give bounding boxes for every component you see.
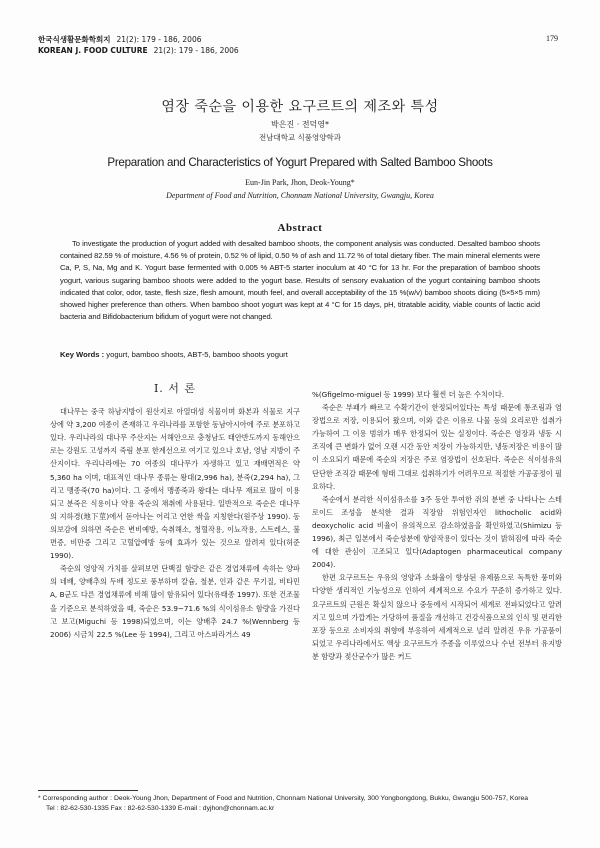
title-english: Preparation and Characteristics of Yogurt Prepared with Salted Bamboo Shoots bbox=[107, 156, 493, 169]
journal-name-en: KOREAN J. FOOD CULTURE bbox=[38, 46, 148, 55]
paragraph: 죽순에서 분리한 식이섬유소를 3주 동안 투여한 쥐의 분변 중 나타나는 스테로이드 조성을 분석한 결과 직장암 위험인자인 lithocholic acid와 deoxycholic acid 비율이 유의적으로 감소하였음을 확인하였고(Shimizu 등 1996), 최근 일본에서 죽순성분에 항암작용이 있다는 것이 밝혀짐에 따라 죽순에 대한 관심이 고조되고 있다(Adaptogen pharmaceutical company 2004). bbox=[312, 494, 562, 570]
footnote-divider bbox=[38, 790, 138, 791]
journal-name-kr: 한국식생활문화학회지 bbox=[38, 35, 111, 44]
footnote-corresponding-author: * Corresponding author : Deok-Young Jhon, Department of Food and Nutrition, Chonnam National University, 300 Yongbongdong, Bukku, Gwangju 500-757, Korea bbox=[38, 795, 529, 802]
keywords bbox=[60, 350, 540, 359]
affiliation-korean: 전남대학교 식품영양학과 bbox=[258, 133, 342, 142]
affiliation-english: Department of Food and Nutrition, Chonnam National University, Gwangju, Korea bbox=[166, 191, 434, 200]
citation-en: 21(2): 179 - 186, 2006 bbox=[153, 46, 239, 55]
left-column bbox=[50, 372, 300, 641]
title-korean: 염장 죽순을 이용한 요구르트의 제조와 특성 bbox=[161, 99, 439, 115]
paragraph: 죽순의 영양적 가치를 살펴보면 단백질 함량은 같은 경엽채류에 속하는 양파의 네배, 양배추의 두배 정도로 풍부하며 칼슘, 철분, 인과 같은 무기질, 비타민 A, B군도 다른 경엽채류에 비해 많이 함유되어 있다(유태종 1997). 또한 건조물을 기준으로 분석하였을 때, 죽순은 53.9~71.6 %의 식이섬유소 함량을 가진다고 보고(Miguchi 등 1998)되었으며, 이는 양배추 24.7 %(Wennberg 등 2006) 시금치 22.5 %(Lee 등 1994), 그리고 아스파라거스 49 bbox=[50, 564, 300, 639]
keywords-list: yogurt, bamboo shoots, ABT-5, bamboo shoots yogurt bbox=[106, 350, 288, 359]
page-number: 179 bbox=[546, 34, 558, 43]
abstract-heading: Abstract bbox=[277, 222, 323, 234]
footnote bbox=[38, 794, 568, 814]
journal-header bbox=[38, 34, 239, 56]
paragraph: 죽순은 부패가 빠르고 수확기간이 한정되어있다는 특성 때문에 통조림과 염장법으로 저장, 이용되어 왔으며, 이와 같은 이유로 나물 등의 요리로만 섭취가 가능하여 그 이용 범위가 매우 한정되어 있는 실정이다. 죽순은 염장과 냉동 시 조직에 큰 변화가 없어 오랜 시간 동안 저장이 가능하지만, 냉동저장은 비용이 많이 소요되기 때문에 죽순의 저장은 주로 염장법이 선호된다. 죽순은 식이섬유의 단단한 조직감 때문에 형태 그대로 섭취하기가 어려우므로 적절한 가공공정이 필요하다. bbox=[312, 403, 562, 491]
paragraph: 한편 요구르트는 우유의 영양과 소화율이 향상된 유제품으로 독특한 풍미와 다양한 생리적인 기능성으로 인하여 세계적으로 수요가 꾸준히 증가하고 있다. 요구르트의 근원은 확실치 않으나 중동에서 시작되어 세계로 전파되었다고 알려지고 있으며 가깝게는 가당하여 품질을 개선하고 건강식품으로의 인식 및 편리한 포장 등으로 소비자의 취향에 부응하여 세계적으로 널리 알려진 우유 가공품이 되었고 우리나라에서도 액상 요구르트가 주종을 이루었으나 수년 전부터 유지방분 함량과 젖산균수가 많은 커드 bbox=[312, 573, 562, 661]
paragraph: %(Gfigelmo-miguel 등 1999) 보다 훨씬 더 높은 수치이다. bbox=[312, 390, 505, 399]
footnote-contact: Tel : 82-62-530-1335 Fax : 82-62-530-1339 E-mail : dyjhon@chonnam.ac.kr bbox=[46, 805, 275, 812]
citation-kr: 21(2): 179 - 186, 2006 bbox=[116, 35, 202, 44]
keywords-label: Key Words : bbox=[60, 350, 105, 359]
authors-english: Eun-Jin Park, Jhon, Deok-Young* bbox=[245, 178, 355, 187]
section-heading-introduction: Ⅰ. 서 론 bbox=[153, 382, 197, 395]
authors-korean: 박은진 · 전덕영* bbox=[271, 120, 329, 129]
right-column bbox=[312, 388, 562, 663]
paragraph: 대나무는 중국 하남지방이 원산지로 아열대성 식물이며 화본과 식물로 지구상에 약 3,200 여종이 존재하고 우리나라를 포함한 동남아시아에 주로 분포하고 있다. 우리나라의 대나무 주산지는 서해안으로 충청남도 태안반도까지 동해안으로는 강원도 고성까지 죽림 분포 한계선으로 여기고 있으나 호남, 영남 지방이 주산지이다. 우리나라에는 70 여종의 대나무가 자생하고 있고 재배면적은 약 5,360 ha 이며, 대표적인 대나무 종류는 왕대(2,996 ha), 분죽(2,294 ha), 그리고 맹종죽(70 ha)이다. 그 중에서 맹종죽과 왕대는 대나무 재료로 많이 이용되고 분죽은 식용이나 약용 죽순의 채취에 사용된다. 일반적으로 죽순은 대나무의 지하경(地下莖)에서 돋아나는 어리고 연한 싹을 지칭한다(원주상 1990). 동의보감에 의하면 죽순은 변비예방, 숙취해소, 청혈작용, 이뇨작용, 스트레스, 불면증, 비만증 그리고 고혈압예방 등에 효과가 있는 것으로 알려져 있다(허준 1990). bbox=[50, 407, 300, 561]
abstract-text: To investigate the production of yogurt added with desalted bamboo shoots, the component analysis was conducted. Desalted bamboo shoots contained 82.59 % of moisture, 4.56 % of protein, 0.52 % of lipid, 0.50 % of ash and 11.72 % of total dietary fiber. The main mineral elements were Ca, P, S, Na, Mg and K. Yogurt base fermented with 0.005 % ABT-5 starter inoculum at 40 °C for 13 hr. For the preparation of bamboo shoots yogurt, various sugaring bamboo shoots were added to the yogurt base. Results of sensory evaluation of the yogurt containing bamboo shoots indicated that color, odor, taste, flesh size, flesh amount, mouth feel, and overall acceptability of the 15 %(w/v) bamboo shoots dicing (5×5×5 mm) showed higher preference than others. When bamboo shoot yogurt was kept at 4 °C for 15 days, pH, titratable acidity, viable counts of lactic acid bacteria and Bifidobacterium bifidum of yogurt were not changed. bbox=[60, 239, 540, 322]
